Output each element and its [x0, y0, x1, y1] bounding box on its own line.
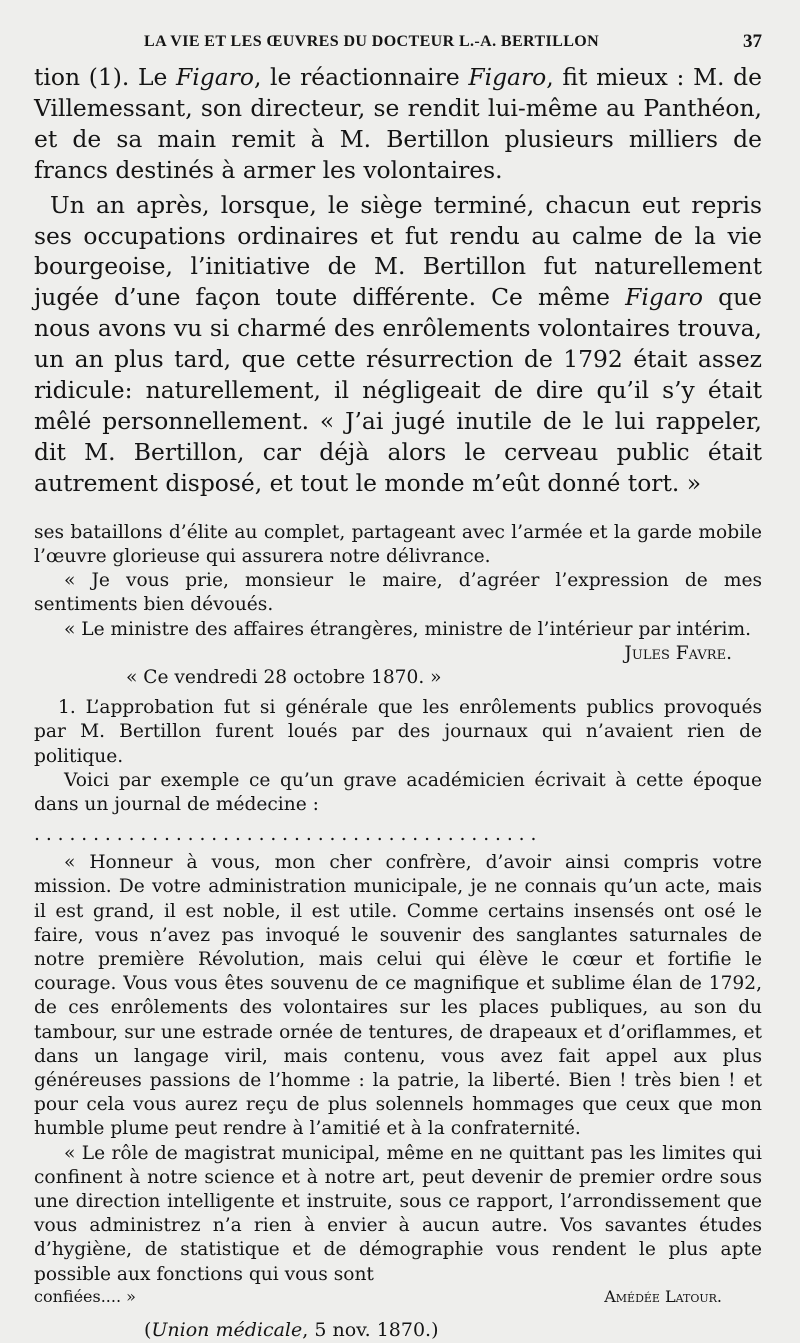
quote-paragraph-1: « Honneur à vous, mon cher confrère, d’avoir ainsi compris votre mission. De votre administration municipale, je ne connais qu’un acte, mais il est grand, il est noble, il est utile. Comme certains insensés ont osé le faire, vous n’avez pas invoqué le souvenir des sanglantes saturnales de notre première Révolution, mais celui qui élève le cœur et fortifie le courage. Vous vous êtes souvenu de ce magnifique et sublime élan de 1792, de ces enrôlements des volontaires sur les places publiques, au son du tambour, sur une estrade ornée de tentures, de drapeaux et d’oriflammes, et dans un langage viril, mais contenu, vous avez fait appel aux plus généreuses passions de l’homme : la patrie, la liberté. Bien ! très bien ! et pour cela vous aurez reçu de plus solennels hommages que ceux que mon humble plume peut rendre à l’amitié et à la confraternité.: [34, 852, 762, 1140]
source-journal: Union médicale: [151, 1318, 303, 1341]
paragraph-2: [34, 190, 762, 499]
paragraph-1: [34, 62, 762, 186]
note-closing: « Je vous prie, monsieur le maire, d’agréer l’expression de mes sentiments bien dévoués.: [34, 570, 762, 616]
quote-end: confiées.... »: [34, 1286, 136, 1306]
signature-latour: Amédée Latour.: [604, 1286, 722, 1306]
text-run: Un an après, lorsque, le siège terminé, chacun eut repris ses occupations ordinaires et fut rendu au calme de la vie bourgeoise, l’initiative de M. Bertillon fut naturellement jugée d’une façon toute différente. Ce même: [34, 190, 762, 312]
page-number: 37: [743, 31, 762, 52]
footnotes: [34, 521, 762, 1343]
paren: (: [144, 1318, 152, 1341]
text-run: tion (1). Le: [34, 63, 177, 91]
page-header: [34, 0, 762, 62]
text-run: , fit mieux : M. de Villemessant, son directeur, se rendit lui-même au Panthéon, et de sa main remit à M. Bertillon plusieurs milliers de francs destinés à armer les volontaires.: [34, 63, 762, 184]
footnote-1: 1. L’approbation fut si générale que les enrôlements publics provoqués par M. Bertillon furent loués par des journaux qui n’avaient rien de politique.: [34, 697, 762, 767]
running-title: LA VIE ET LES ŒUVRES DU DOCTEUR L.-A. BERTILLON: [144, 33, 600, 50]
text-run: , le réactionnaire: [253, 63, 469, 91]
source-date: , 5 nov. 1870.): [302, 1318, 439, 1341]
footnote-intro: Voici par exemple ce qu’un grave académicien écrivait à cette époque dans un journal de médecine :: [34, 769, 762, 815]
letter-date: « Ce vendredi 28 octobre 1870. »: [126, 666, 442, 688]
italic-title: Figaro: [468, 63, 547, 91]
quote-paragraph-2: « Le rôle de magistrat municipal, même en ne quittant pas les limites qui confinent à notre science et à notre art, peut devenir de premier ordre sous une direction intelligente et instruite, sous ce rapport, l’arrondissement que vous administrez n’a rien à envier à aucun autre. Vos savantes études d’hygiène, de statistique et de démographie vous rendent le plus apte possible aux fonctions qui vous sont: [34, 1142, 762, 1285]
main-text: [34, 62, 762, 499]
note-continuation: ses bataillons d’élite au complet, partageant avec l’armée et la garde mobile l’œuvre glorieuse qui assurera notre délivrance.: [34, 521, 762, 567]
text-run: que nous avons vu si charmé des enrôlements volontaires trouva, un an plus tard, que cette résurrection de 1792 était assez ridicule: naturellement, il négligeait de dire qu’il s’y était mêlé personnellement. « J’ai jugé inutile de le lui rappeler, dit M. Bertillon, car déjà alors le cerveau public était autrement disposé, et tout le monde m’eût donné tort. »: [34, 283, 762, 497]
italic-title: Figaro: [176, 63, 254, 91]
quote-end-row: [34, 1287, 762, 1311]
ellipsis-dots: . . . . . . . . . . . . . . . . . . . . . . . . . . . . . . . . . . . . . . . . . . .: [34, 824, 537, 846]
note-minister: « Le ministre des affaires étrangères, ministre de l’intérieur par intérim.: [64, 618, 752, 640]
italic-title: Figaro: [625, 283, 704, 312]
signature-favre: Jules Favre.: [624, 642, 732, 664]
